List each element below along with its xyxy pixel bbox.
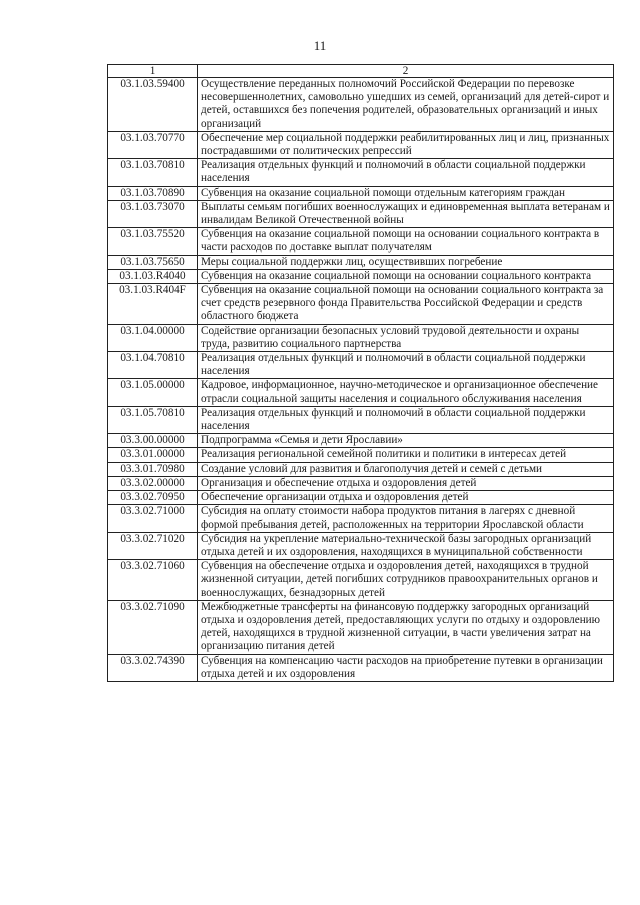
table-row [108,200,614,227]
row-code: 03.1.03.75520 [108,228,198,255]
table-row [108,491,614,505]
row-description: Субсидия на укрепление материально-технической базы загородных организаций отдыха детей и их оздоровления, находящихся в муниципальной собственности [198,532,614,559]
table-row [108,352,614,379]
row-description: Субвенция на обеспечение отдыха и оздоровления детей, находящихся в трудной жизненной ситуации, детей погибших сотрудников правоохранительных органов и военнослужащих, безнадзорных детей [198,560,614,601]
row-code: 03.1.04.70810 [108,352,198,379]
row-code: 03.3.02.71090 [108,600,198,654]
table-row [108,78,614,132]
table-header-row [108,65,614,78]
budget-classification-table [107,64,614,682]
row-description: Осуществление переданных полномочий Российской Федерации по перевозке несовершеннолетних, самовольно ушедших из семей, организаций для детей-сирот и детей, оставшихся без попечения родителей, образовательных организаций и иных организаций [198,78,614,132]
row-code: 03.1.05.00000 [108,379,198,406]
row-code: 03.3.02.00000 [108,476,198,490]
table-row [108,284,614,325]
row-code: 03.1.03.R404F [108,284,198,325]
row-description: Реализация отдельных функций и полномочий в области социальной поддержки населения [198,406,614,433]
table-row [108,228,614,255]
row-code: 03.1.05.70810 [108,406,198,433]
table-row [108,532,614,559]
row-description: Кадровое, информационное, научно-методическое и организационное обеспечение отрасли социальной защиты населения и социального обслуживания населения [198,379,614,406]
row-code: 03.3.01.70980 [108,462,198,476]
table-row [108,560,614,601]
table-row [108,379,614,406]
row-code: 03.3.02.71060 [108,560,198,601]
row-description: Подпрограмма «Семья и дети Ярославии» [198,434,614,448]
table-row [108,476,614,490]
row-description: Субвенция на оказание социальной помощи на основании социального контракта за счет средств резервного фонда Правительства Российской Федерации и средств областного бюджета [198,284,614,325]
column-header-2: 2 [198,65,614,78]
page-number: 11 [313,38,327,53]
row-description: Обеспечение мер социальной поддержки реабилитированных лиц и лиц, признанных пострадавшими от политических репрессий [198,131,614,158]
row-description: Реализация отдельных функций и полномочий в области социальной поддержки населения [198,159,614,186]
table-row [108,448,614,462]
row-code: 03.1.04.00000 [108,324,198,351]
table-row [108,600,614,654]
row-description: Организация и обеспечение отдыха и оздоровления детей [198,476,614,490]
table-row [108,186,614,200]
table-row [108,434,614,448]
row-code: 03.1.03.59400 [108,78,198,132]
row-description: Меры социальной поддержки лиц, осуществивших погребение [198,255,614,269]
row-code: 03.3.02.71020 [108,532,198,559]
row-description: Реализация региональной семейной политики и политики в интересах детей [198,448,614,462]
row-description: Субсидия на оплату стоимости набора продуктов питания в лагерях с дневной формой пребывания детей, расположенных на территории Ярославской области [198,505,614,532]
table-row [108,269,614,283]
row-description: Субвенция на компенсацию части расходов на приобретение путевки в организации отдыха детей и их оздоровления [198,654,614,681]
table-row [108,462,614,476]
row-description: Обеспечение организации отдыха и оздоровления детей [198,491,614,505]
row-description: Межбюджетные трансферты на финансовую поддержку загородных организаций отдыха и оздоровления детей, предоставляющих услуги по отдыху и оздоровлению детей, находящихся в трудной жизненной ситуации, в части увеличения затрат на организацию питания детей [198,600,614,654]
row-code: 03.3.02.71000 [108,505,198,532]
row-code: 03.1.03.75650 [108,255,198,269]
row-code: 03.3.01.00000 [108,448,198,462]
table-row [108,406,614,433]
table-row [108,324,614,351]
row-code: 03.3.02.74390 [108,654,198,681]
row-code: 03.3.02.70950 [108,491,198,505]
row-code: 03.1.03.70770 [108,131,198,158]
table-row [108,255,614,269]
column-header-1: 1 [108,65,198,78]
row-code: 03.1.03.73070 [108,200,198,227]
table-row [108,505,614,532]
row-description: Субвенция на оказание социальной помощи отдельным категориям граждан [198,186,614,200]
row-description: Субвенция на оказание социальной помощи на основании социального контракта в части расходов по доставке выплат получателям [198,228,614,255]
table-row [108,131,614,158]
row-description: Реализация отдельных функций и полномочий в области социальной поддержки населения [198,352,614,379]
row-description: Содействие организации безопасных условий трудовой деятельности и охраны труда, развитию социального партнерства [198,324,614,351]
table-row [108,159,614,186]
row-code: 03.1.03.R4040 [108,269,198,283]
row-code: 03.1.03.70810 [108,159,198,186]
row-description: Создание условий для развития и благополучия детей и семей с детьми [198,462,614,476]
row-code: 03.1.03.70890 [108,186,198,200]
row-code: 03.3.00.00000 [108,434,198,448]
row-description: Субвенция на оказание социальной помощи на основании социального контракта [198,269,614,283]
row-description: Выплаты семьям погибших военнослужащих и единовременная выплата ветеранам и инвалидам Великой Отечественной войны [198,200,614,227]
table-row [108,654,614,681]
